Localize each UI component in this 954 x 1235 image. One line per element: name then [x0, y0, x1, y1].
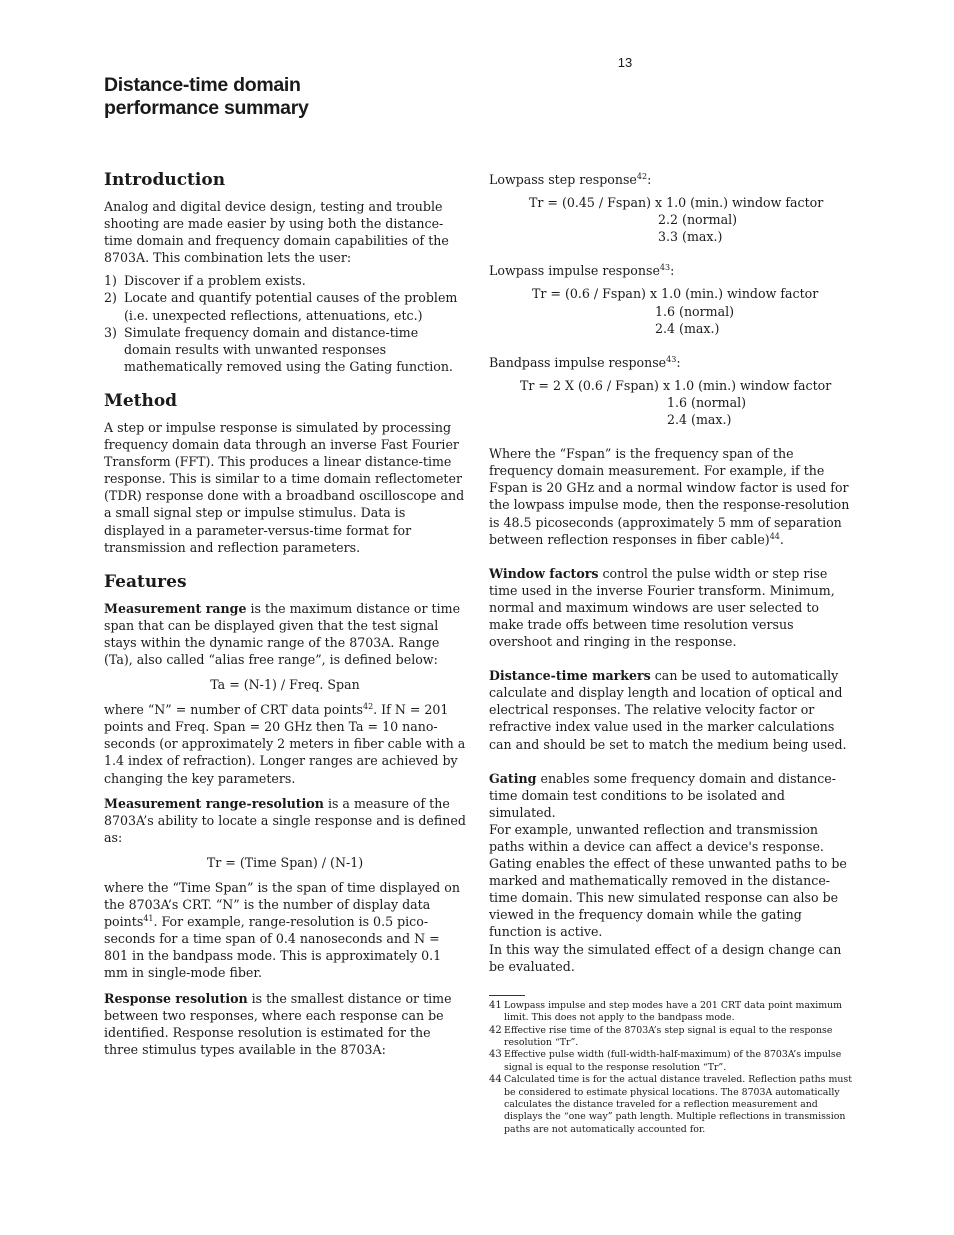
lowpass-step-label: Lowpass step response$^{42}$:: [489, 171, 652, 187]
title-line-2: performance summary: [104, 97, 309, 119]
bandpass-impulse-label: Bandpass impulse response$^{43}$:: [489, 354, 681, 370]
footnote: 42 Effective rise time of the 8703A’s step signal is equal to the response resolution “Tr”.: [489, 1024, 833, 1048]
response-resolution-paragraph: Response resolution is the smallest distance or time between two responses, where each response can be identified. Response resolution is estimated for the three stimulus types available in the 8703A:: [104, 990, 452, 1057]
method-heading: Method: [104, 390, 178, 411]
left-column: [104, 168, 466, 1058]
method-paragraph: A step or impulse response is simulated by processing frequency domain data through an inverse Fast Fourier Transform (FFT). This produces a linear distance-time response. This is similar to a time domain reflectometer (TDR) response done with a broadband oscilloscope and a small signal step or impulse stimulus. Data is displayed in a parameter-versus-time format for transmission and reflection parameters.: [104, 419, 465, 555]
list-item: 1) Discover if a problem exists.: [104, 273, 306, 289]
lowpass-step-formula: Tr = (0.45 / Fspan) x 1.0 (min.) window factor 2.2 (normal) 3.3 (max.): [529, 195, 824, 245]
page-title: [104, 74, 309, 120]
introduction-list: [104, 272, 466, 375]
gating-paragraph: Gating enables some frequency domain and distance-time domain test conditions to be isolated and simulated.: [489, 770, 836, 820]
right-column: [489, 171, 855, 1136]
footnote: 43 Effective pulse width (full-width-half-maximum) of the 8703A’s impulse signal is equal to the response resolution “Tr”.: [489, 1049, 842, 1073]
range-formula: Ta = (N-1) / Freq. Span: [210, 677, 360, 693]
features-heading: Features: [104, 571, 187, 592]
range-where-paragraph: where “N” = number of CRT data points$^{42}$. If N = 201 points and Freq. Span = 20 GHz then Ta = 10 nano- seconds (or approximately 2 meters in fiber cable with a 1.4 index of refraction). Longer ranges are achieved by changing the key parameters.: [104, 701, 466, 786]
gating-example-paragraph: For example, unwanted reflection and transmission paths within a device can affect a device's response. Gating enables the effect of these unwanted paths to be marked and mathematically removed in the distance-time domain. This new simulated response can also be viewed in the frequency domain while the gating function is active.: [489, 821, 847, 940]
page-number: 13: [617, 55, 633, 70]
lowpass-impulse-label: Lowpass impulse response$^{43}$:: [489, 263, 675, 279]
introduction-paragraph: Analog and digital device design, testing and trouble shooting are made easier by using both the distance-time domain and frequency domain capabilities of the 8703A. This combination lets the user:: [104, 199, 449, 266]
bandpass-impulse-formula: Tr = 2 X (0.6 / Fspan) x 1.0 (min.) window factor 1.6 (normal) 2.4 (max.): [520, 377, 832, 428]
footnotes: [489, 1000, 855, 1136]
markers-paragraph: Distance-time markers can be used to automatically calculate and display length and location of optical and electrical responses. The relative velocity factor or refractive index value used in the marker calculations can and should be set to match the medium being used.: [489, 668, 847, 752]
list-item: 2) Locate and quantify potential causes of the problem (i.e. unexpected reflections, attenuations, etc.): [104, 290, 458, 323]
measurement-range-paragraph: Measurement range is the maximum distance or time span that can be displayed given that the test signal stays within the dynamic range of the 8703A. Range (Ta), also called “alias free range”, is defined below:: [104, 600, 461, 667]
list-item: 3) Simulate frequency domain and distance-time domain results with unwanted responses mathematically removed using the Gating function.: [104, 324, 453, 374]
resolution-formula: Tr = (Time Span) / (N-1): [206, 854, 364, 870]
lowpass-impulse-formula: Tr = (0.6 / Fspan) x 1.0 (min.) window factor 1.6 (normal) 2.4 (max.): [532, 286, 819, 336]
fspan-paragraph: Where the “Fspan” is the frequency span of the frequency domain measurement. For example, if the Fspan is 20 GHz and a normal window factor is used for the lowpass impulse mode, then the response-resolution is 48.5 picoseconds (approximately 5 mm of separation between reflection responses in fiber cable)$^{44}$.: [489, 446, 850, 547]
footnote: 41 Lowpass impulse and step modes have a 201 CRT data point maximum limit. This does not apply to the bandpass mode.: [489, 999, 843, 1024]
gating-conclusion-paragraph: In this way the simulated effect of a design change can be evaluated.: [489, 941, 842, 974]
resolution-where-paragraph: where the “Time Span” is the span of time displayed on the 8703A’s CRT. “N” is the number of display data points$^{41}$. For example, range-resolution is 0.5 pico- seconds for a time span of 0.4 nanoseconds and N = 801 in the bandpass mode. This is approximately 0.1 mm in single-mode fiber.: [104, 880, 460, 981]
range-resolution-paragraph: Measurement range-resolution is a measure of the 8703A’s ability to locate a single response and is defined as:: [104, 795, 466, 845]
footnote: 44 Calculated time is for the actual distance traveled. Reflection paths must be considered to estimate physical locations. The 8703A automatically calculates the distance traveled for a reflection measurement and displays the “one way” path length. Multiple reflections in transmission paths are not automatically accounted for.: [489, 1074, 852, 1135]
title-line-1: Distance-time domain: [104, 74, 301, 96]
introduction-heading: Introduction: [104, 170, 226, 190]
window-factors-paragraph: Window factors control the pulse width or step rise time used in the inverse Fourier transform. Minimum, normal and maximum windows are user selected to make trade offs between time resolution versus overshoot and ringing in the response.: [489, 565, 835, 650]
footnote-divider: [489, 995, 525, 996]
